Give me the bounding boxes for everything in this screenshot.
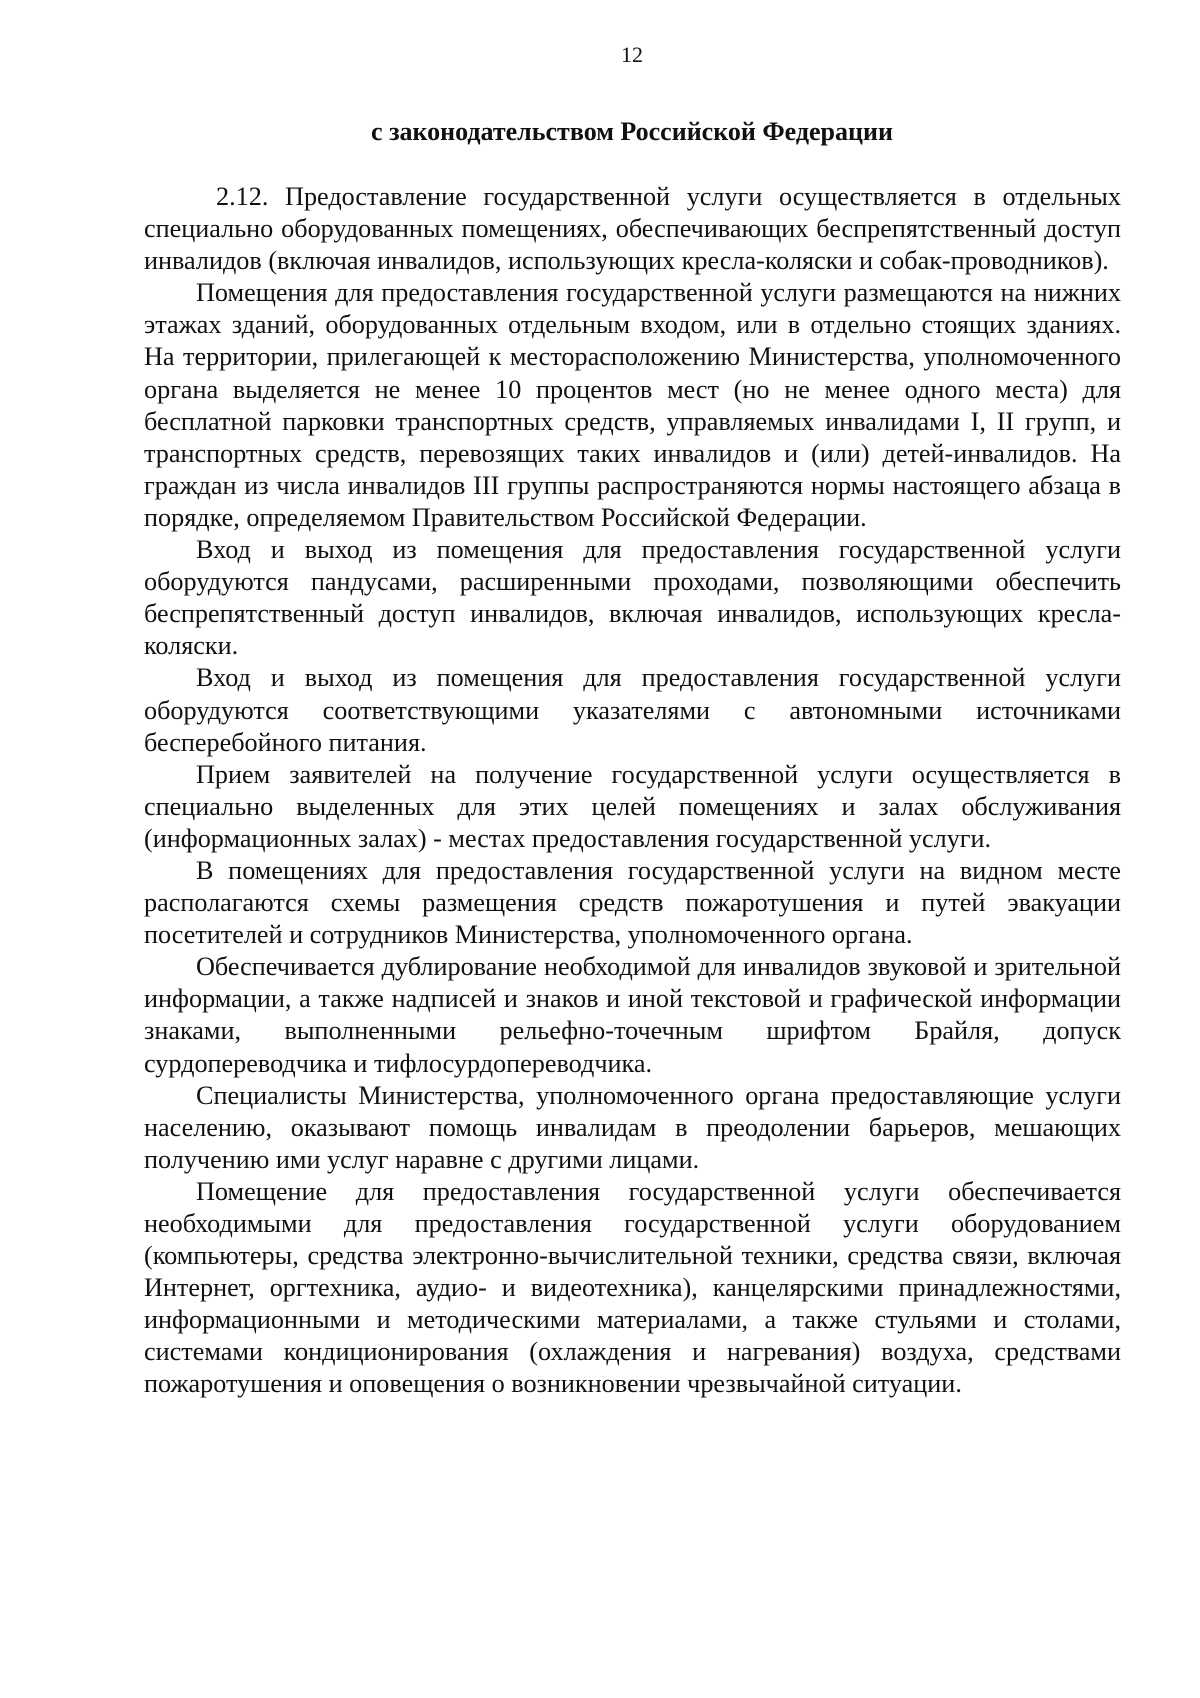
paragraph-ramps: Вход и выход из помещения для предоставления государственной услуги оборудуются пандусами, расширенными проходами, позволяющими обеспечить беспрепятственный доступ инвалидов, включая инвалидов, использующих кресла-коляски. [144, 535, 1121, 661]
paragraph-reception: Прием заявителей на получение государственной услуги осуществляется в специально выделенных для этих целей помещениях и залах обслуживания (информационных залах) - местах предоставления государственной услуги. [144, 759, 1121, 853]
paragraph-signs: Вход и выход из помещения для предоставления государственной услуги оборудуются соответствующими указателями с автономными источниками бесперебойного питания. [144, 663, 1121, 757]
paragraph-duplication: Обеспечивается дублирование необходимой для инвалидов звуковой и зрительной информации, а также надписей и знаков и иной текстовой и графической информации знаками, выполненными рельефно-точечным шрифтом Брайля, допуск сурдопереводчика и тифлосурдопереводчика. [144, 952, 1121, 1078]
paragraph-evacuation: В помещениях для предоставления государственной услуги на видном месте располагаются схемы размещения средств пожаротушения и путей эвакуации посетителей и сотрудников Министерства, уполномоченного органа. [144, 855, 1121, 950]
page-number: 12 [621, 42, 643, 67]
paragraph-specialists: Специалисты Министерства, уполномоченного органа предоставляющие услуги населению, оказывают помощь инвалидам в преодолении барьеров, мешающих получению ими услуг наравне с другими лицами. [144, 1080, 1121, 1174]
paragraph-premises-location: Помещения для предоставления государственной услуги размещаются на нижних этажах зданий, оборудованных отдельным входом, или в отдельно стоящих зданиях. На территории, прилегающей к месторасположению Министерства, уполномоченного органа выделяется не менее 10 процентов мест (но не менее одного места) для бесплатной парковки транспортных средств, управляемых инвалидами I, II групп, и транспортных средств, перевозящих таких инвалидов и (или) детей-инвалидов. На граждан из числа инвалидов III группы распространяются нормы настоящего абзаца в порядке, определяемом Правительством Российской Федерации. [144, 278, 1121, 532]
document-body [144, 181, 1121, 1401]
paragraph-equipment: Помещение для предоставления государственной услуги обеспечивается необходимыми для предоставления государственной услуги оборудованием (компьютеры, средства электронно-вычислительной техники, средства связи, включая Интернет, оргтехника, аудио- и видеотехника), канцелярскими принадлежностями, информационными и методическими материалами, а также стульями и столами, системами кондиционирования (охлаждения и нагревания) воздуха, средствами пожаротушения и оповещения о возникновении чрезвычайной ситуации. [144, 1176, 1121, 1399]
section-heading: с законодательством Российской Федерации [371, 117, 893, 146]
paragraph-2-12: 2.12. Предоставление государственной услуги осуществляется в отдельных специально оборудованных помещениях, обеспечивающих беспрепятственный доступ инвалидов (включая инвалидов, использующих кресла-коляски и собак-проводников). [144, 182, 1121, 276]
